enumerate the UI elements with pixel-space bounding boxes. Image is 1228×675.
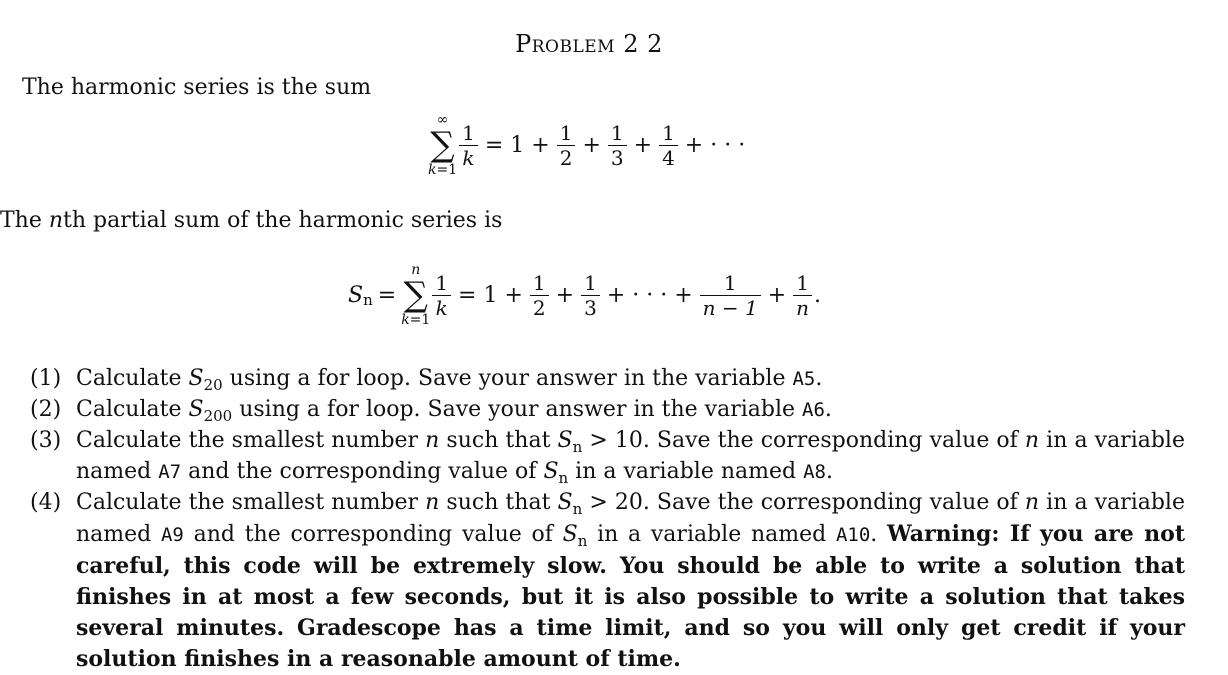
partial-sum-intro: The nth partial sum of the harmonic series is [0,208,503,233]
list-item: (4) Calculate the smallest number n such that $S_n > 20$. Save the corresponding value of n in a variable named A9 and the corresponding value of $S_n$ in a variable named A10. Warning: If you are not careful, this code will be extremely slow. You should be able to write a solution that finishes in at most a few seconds, but it is also possible to write a solution that takes several minutes. Gradescope has a time limit, and so you will only get credit if your solution finishes in a reasonable amount of time. [30,490,1185,672]
fraction: $\frac{1}{3}$ [608,121,627,170]
fraction: $\frac{1}{4}$ [659,121,678,170]
list-item: (3) Calculate the smallest number n such that $S_n > 10$. Save the corresponding value of n in a variable named A7 and the corresponding value of $S_n$ in a variable named A8. [30,428,1185,487]
summation: n ∑ k=1 [401,262,431,328]
fraction: $\frac{1}{2}$ [557,121,576,170]
warning-text: Warning: If you are not careful, this code will be extremely slow. You should be able to write a solution that finishes in at most a few seconds, but it is also possible to write a solution that takes several minutes. Gradescope has a time limit, and so you will only get credit if your solution finishes in a reasonable amount of time. [76,521,1185,672]
harmonic-series-equation: ∞ ∑ k=1 $\frac{1}{k}$ = 1 + $\frac{1}{2}$ + $\frac{1}{3}$ + $\frac{1}{4}$ + · · · [428,112,746,178]
partial-sum-equation: S n = n ∑ k=1 $\frac{1}{k}$ = 1 + $\frac{1}{2}$ + $\frac{1}{3}$ + · · · + $\frac{1}{n - 1}$ + $\frac{1}{n}$ . [348,262,822,328]
intro-text: The harmonic series is the sum [22,75,372,100]
list-item: (2) Calculate $S_{200}$ using a for loop. Save your answer in the variable A6. [30,397,832,425]
summation: ∞ ∑ k=1 [428,112,458,178]
problem-title: Problem 2 2 [515,30,663,58]
fraction: $\frac{1}{k}$ [432,271,451,320]
fraction: $\frac{1}{2}$ [530,271,549,320]
list-item: (1) Calculate $S_{20}$ using a for loop. Save your answer in the variable A5. [30,366,823,394]
fraction: $\frac{1}{n - 1}$ [700,271,761,320]
fraction: $\frac{1}{k}$ [459,121,478,170]
summation-lower-limit: k=1 [428,162,458,178]
fraction: $\frac{1}{n}$ [793,271,812,320]
summation-lower-limit: k=1 [401,312,431,328]
fraction: $\frac{1}{3}$ [581,271,600,320]
problem-list [30,364,1185,675]
